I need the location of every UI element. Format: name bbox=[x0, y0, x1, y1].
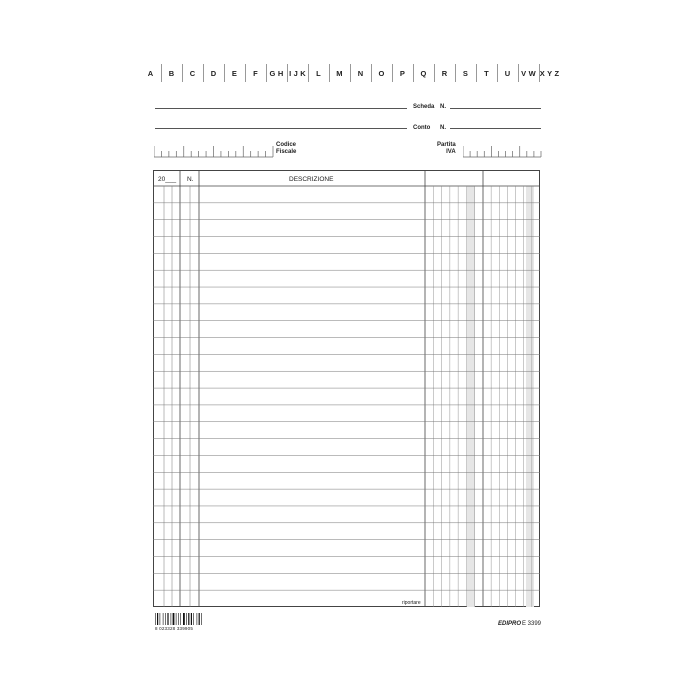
description-header: DESCRIZIONE bbox=[289, 176, 334, 183]
barcode-bar bbox=[178, 613, 179, 625]
index-divider bbox=[539, 64, 540, 82]
barcode-bar bbox=[155, 613, 156, 625]
name-line-2 bbox=[155, 128, 407, 129]
index-divider bbox=[371, 64, 372, 82]
number-header: N. bbox=[187, 176, 194, 183]
index-divider bbox=[455, 64, 456, 82]
barcode bbox=[155, 613, 205, 626]
barcode-bar bbox=[188, 613, 189, 625]
index-letter: G H bbox=[269, 69, 284, 78]
index-letter: B bbox=[168, 69, 175, 78]
alphabet-index bbox=[140, 69, 560, 83]
conto-label: Conto bbox=[413, 125, 431, 131]
barcode-bar bbox=[183, 613, 185, 625]
index-divider bbox=[287, 64, 288, 82]
index-divider bbox=[182, 64, 183, 82]
barcode-bar bbox=[186, 613, 187, 625]
index-divider bbox=[266, 64, 267, 82]
year-header: 20___ bbox=[158, 176, 177, 183]
ledger-grid bbox=[153, 170, 540, 607]
index-letter: D bbox=[210, 69, 217, 78]
index-letter: N bbox=[357, 69, 364, 78]
barcode-bar bbox=[191, 613, 192, 625]
index-letter: V W bbox=[521, 69, 536, 78]
partita-label: Partita bbox=[437, 142, 456, 148]
index-divider bbox=[518, 64, 519, 82]
index-letter: Q bbox=[420, 69, 427, 78]
barcode-bar bbox=[201, 613, 202, 625]
scheda-n-label: N. bbox=[440, 104, 446, 110]
index-letter: A bbox=[147, 69, 154, 78]
barcode-bar bbox=[199, 613, 200, 625]
partita-iva-label bbox=[437, 142, 456, 156]
index-letter: L bbox=[316, 69, 321, 78]
index-letter: P bbox=[399, 69, 406, 78]
index-divider bbox=[245, 64, 246, 82]
index-letter: F bbox=[253, 69, 258, 78]
scheda-label: Scheda bbox=[413, 104, 435, 110]
name-line-1 bbox=[155, 108, 407, 109]
index-letter: O bbox=[378, 69, 385, 78]
iva-label: IVA bbox=[446, 149, 456, 155]
barcode-bar bbox=[193, 613, 194, 625]
index-divider bbox=[350, 64, 351, 82]
barcode-bar bbox=[176, 613, 177, 625]
codice-fiscale-label bbox=[276, 142, 296, 156]
shaded-column bbox=[467, 186, 475, 607]
index-letter: M bbox=[336, 69, 343, 78]
index-divider bbox=[308, 64, 309, 82]
index-divider bbox=[392, 64, 393, 82]
partita-iva-boxes bbox=[463, 145, 543, 159]
barcode-bar bbox=[157, 613, 158, 625]
riportare-label: riportare bbox=[402, 600, 421, 606]
barcode-bar bbox=[160, 613, 161, 625]
index-letter: R bbox=[441, 69, 448, 78]
index-letter: E bbox=[231, 69, 238, 78]
shaded-column bbox=[526, 186, 534, 607]
product-code: E 3399 bbox=[522, 621, 542, 627]
index-divider bbox=[224, 64, 225, 82]
barcode-bar bbox=[180, 613, 181, 625]
ledger-table bbox=[153, 170, 540, 607]
index-letter: U bbox=[504, 69, 511, 78]
fiscale-label: Fiscale bbox=[276, 149, 297, 155]
index-divider bbox=[413, 64, 414, 82]
index-divider bbox=[203, 64, 204, 82]
barcode-bar bbox=[167, 613, 168, 625]
index-letter: C bbox=[189, 69, 196, 78]
index-letter: X Y Z bbox=[539, 69, 560, 78]
index-divider bbox=[497, 64, 498, 82]
scheda-number-line bbox=[450, 108, 541, 109]
conto-number-line bbox=[450, 128, 541, 129]
conto-n-label: N. bbox=[440, 125, 446, 131]
barcode-digits: 8 023328 339905 bbox=[155, 626, 194, 631]
brand-logo: EDIPRO bbox=[498, 621, 522, 627]
index-letter: I J K bbox=[289, 69, 306, 78]
codice-fiscale-boxes bbox=[154, 145, 274, 159]
index-letter: S bbox=[462, 69, 469, 78]
barcode-bar bbox=[165, 613, 166, 625]
index-divider bbox=[434, 64, 435, 82]
index-divider bbox=[476, 64, 477, 82]
index-letter: T bbox=[484, 69, 489, 78]
codice-label: Codice bbox=[276, 142, 297, 148]
barcode-bar bbox=[197, 613, 198, 625]
barcode-bar bbox=[171, 613, 172, 625]
barcode-bar bbox=[163, 613, 164, 625]
index-divider bbox=[329, 64, 330, 82]
barcode-bar bbox=[173, 613, 175, 625]
index-divider bbox=[161, 64, 162, 82]
